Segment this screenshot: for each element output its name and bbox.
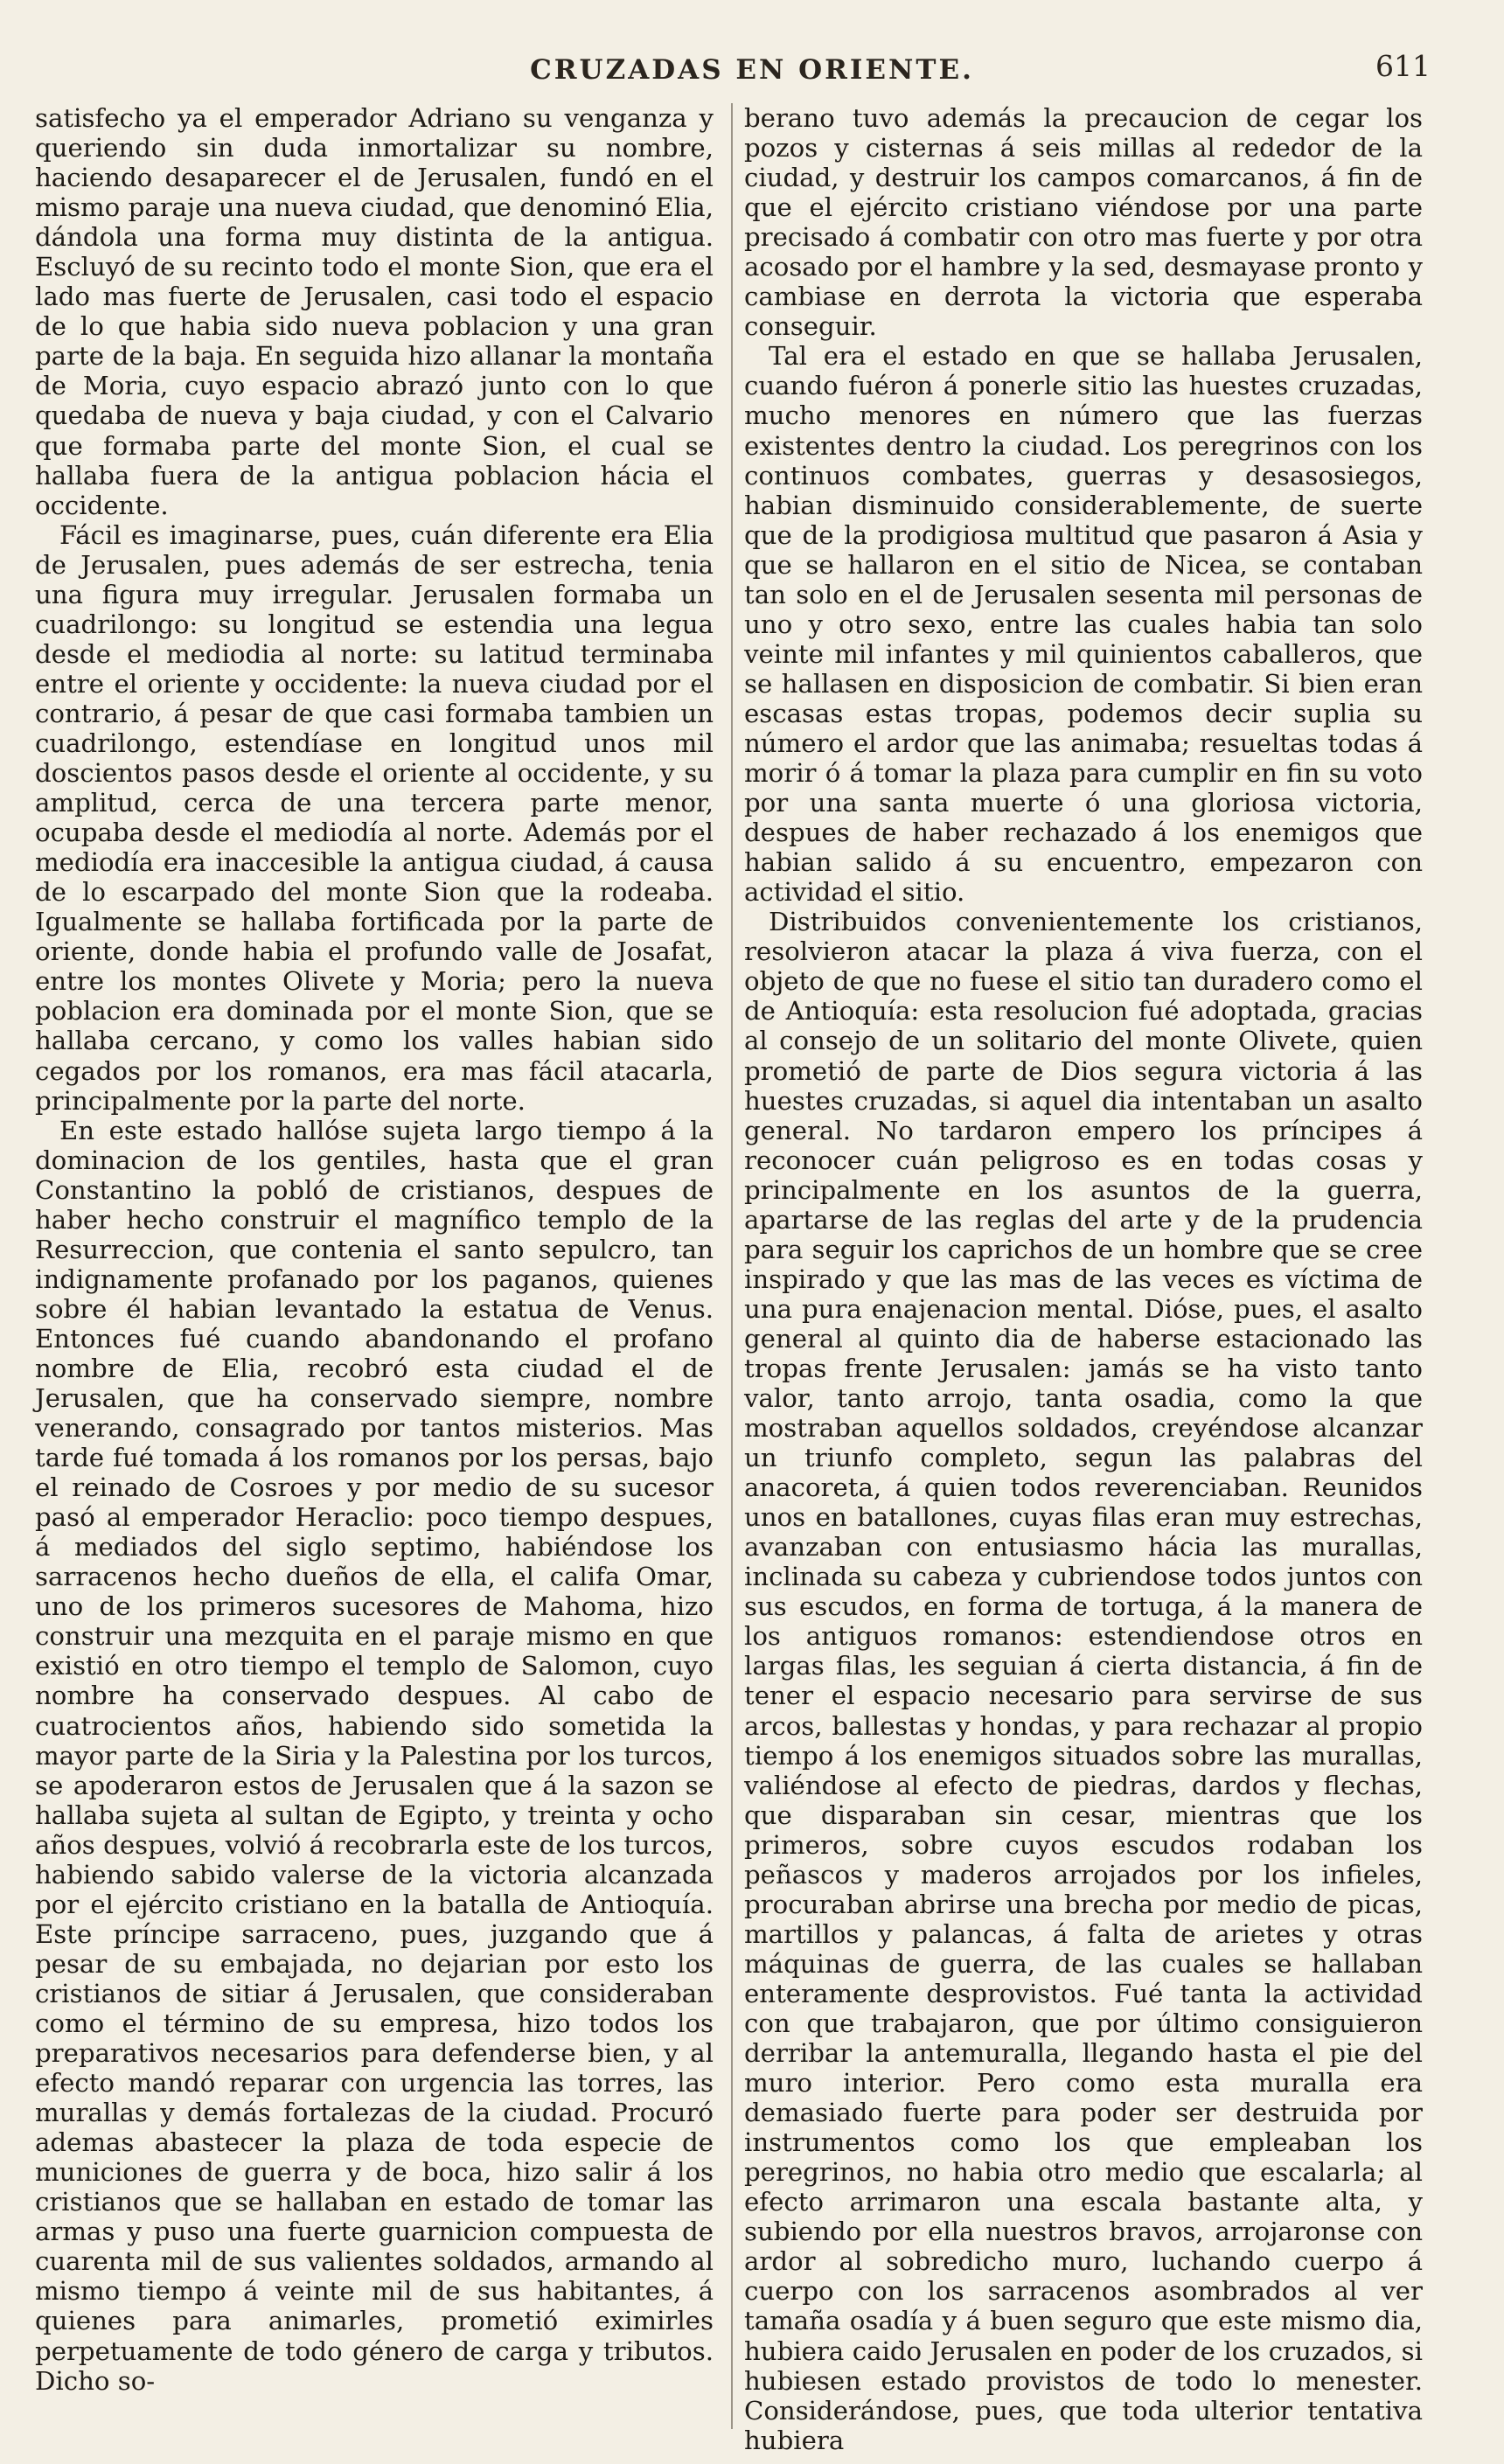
text-column-left (35, 103, 714, 2396)
running-header-title: CRUZADAS EN ORIENTE. (530, 54, 974, 86)
paragraph: Tal era el estado en que se hallaba Jerusalen, cuando fuéron á ponerle sitio las huestes cruzadas, mucho menores en número que las fuerzas existentes dentro la ciudad. Los peregrinos con los continuos combates, guerras y desasosiegos, habian disminuido considerablemente, de suerte que de la prodigiosa multitud que pasaron á Asia y que se hallaron en el sitio de Nicea, se contaban tan solo en el de Jerusalen sesenta mil personas de uno y otro sexo, entre las cuales habia tan solo veinte mil infantes y mil quinientos caballeros, que se hallasen en disposicion de combatir. Si bien eran escasas estas tropas, podemos decir suplia su número el ardor que las animaba; resueltas todas á morir ó á tomar la plaza para cumplir en fin su voto por una santa muerte ó una gloriosa victoria, despues de haber rechazado á los enemigos que habian salido á su encuentro, empezaron con actividad el sitio. (744, 341, 1423, 908)
paragraph: satisfecho ya el emperador Adriano su venganza y queriendo sin duda inmortalizar su nombre, haciendo desaparecer el de Jerusalen, fundó en el mismo paraje una nueva ciudad, que denominó Elia, dándola una forma muy distinta de la antigua. Escluyó de su recinto todo el monte Sion, que era el lado mas fuerte de Jerusalen, casi todo el espacio de lo que habia sido nueva poblacion y una gran parte de la baja. En seguida hizo allanar la montaña de Moria, cuyo espacio abrazó junto con lo que quedaba de nueva y baja ciudad, y con el Calvario que formaba parte del monte Sion, el cual se hallaba fuera de la antigua poblacion hácia el occidente. (35, 103, 714, 520)
paragraph: Distribuidos convenientemente los cristianos, resolvieron atacar la plaza á viva fuerza, con el objeto de que no fuese el sitio tan duradero como el de Antioquía: esta resolucion fué adoptada, gracias al consejo de un solitario del monte Olivete, quien prometió de parte de Dios segura victoria á las huestes cruzadas, si aquel dia intentaban un asalto general. No tardaron empero los príncipes á reconocer cuán peligroso es en todas cosas y principalmente en los asuntos de la guerra, apartarse de las reglas del arte y de la prudencia para seguir los caprichos de un hombre que se cree inspirado y que las mas de las veces es víctima de una pura enajenacion mental. Dióse, pues, el asalto general al quinto dia de haberse estacionado las tropas frente Jerusalen: jamás se ha visto tanto valor, tanto arrojo, tanta osadia, como la que mostraban aquellos soldados, creyéndose alcanzar un triunfo completo, segun las palabras del anacoreta, á quien todos reverenciaban. Reunidos unos en batallones, cuyas filas eran muy estrechas, avanzaban con entusiasmo hácia las murallas, inclinada su cabeza y cubriendose todos juntos con sus escudos, en forma de tortuga, á la manera de los antiguos romanos: estendiendose otros en largas filas, les seguian á cierta distancia, á fin de tener el espacio necesario para servirse de sus arcos, ballestas y hondas, y para rechazar al propio tiempo á los enemigos situados sobre las murallas, valiéndose al efecto de piedras, dardos y flechas, que disparaban sin cesar, mientras que los primeros, sobre cuyos escudos rodaban los peñascos y maderos arrojados por los infieles, procuraban abrirse una brecha por medio de picas, martillos y palancas, á falta de arietes y otras máquinas de guerra, de las cuales se hallaban enteramente desprovistos. Fué tanta la actividad con que trabajaron, que por último consiguieron derribar la antemuralla, llegando hasta el pie del muro interior. Pero como esta muralla era demasiado fuerte para poder ser destruida por instrumentos como los que empleaban los peregrinos, no habia otro medio que escalarla; al efecto arrimaron una escala bastante alta, y subiendo por ella nuestros bravos, arrojaronse con ardor al sobredicho muro, luchando cuerpo á cuerpo con los sarracenos asombrados al ver tamaña osadía y á buen seguro que este mismo dia, hubiera caido Jerusalen en poder de los cruzados, si hubiesen estado provistos de todo lo menester. Considerándose, pues, que toda ulterior tentativa hubiera (744, 907, 1423, 2455)
paragraph: berano tuvo además la precaucion de cegar los pozos y cisternas á seis millas al rededor de la ciudad, y destruir los campos comarcanos, á fin de que el ejército cristiano viéndose por una parte precisado á combatir con otro mas fuerte y por otra acosado por el hambre y la sed, desmayase pronto y cambiase en derrota la victoria que esperaba conseguir. (744, 103, 1423, 342)
column-divider (731, 103, 733, 2429)
paragraph: En este estado hallóse sujeta largo tiempo á la dominacion de los gentiles, hasta que el gran Constantino la pobló de cristianos, despues de haber hecho construir el magnífico templo de la Resurreccion, que contenia el santo sepulcro, tan indignamente profanado por los paganos, quienes sobre él habian levantado la estatua de Venus. Entonces fué cuando abandonando el profano nombre de Elia, recobró esta ciudad el de Jerusalen, que ha conservado siempre, nombre venerando, consagrado por tantos misterios. Mas tarde fué tomada á los romanos por los persas, bajo el reinado de Cosroes y por medio de su sucesor pasó al emperador Heraclio: poco tiempo despues, á mediados del siglo septimo, habiéndose los sarracenos hecho dueños de ella, el califa Omar, uno de los primeros sucesores de Mahoma, hizo construir una mezquita en el paraje mismo en que existió en otro tiempo el templo de Salomon, cuyo nombre ha conservado despues. Al cabo de cuatrocientos años, habiendo sido sometida la mayor parte de la Siria y la Palestina por los turcos, se apoderaron estos de Jerusalen que á la sazon se hallaba sujeta al sultan de Egipto, y treinta y ocho años despues, volvió á recobrarla este de los turcos, habiendo sabido valerse de la victoria alcanzada por el ejército cristiano en la batalla de Antioquía. Este príncipe sarraceno, pues, juzgando que á pesar de su embajada, no dejarian por esto los cristianos de sitiar á Jerusalen, que consideraban como el término de su empresa, hizo todos los preparativos necesarios para defenderse bien, y al efecto mandó reparar con urgencia las torres, las murallas y demás fortalezas de la ciudad. Procuró ademas abastecer la plaza de toda especie de municiones de guerra y de boca, hizo salir á los cristianos que se hallaban en estado de tomar las armas y puso una fuerte guarnicion compuesta de cuarenta mil de sus valientes soldados, armando al mismo tiempo á veinte mil de sus habitantes, á quienes para animarles, prometió eximirles perpetuamente de todo género de carga y tributos. Dicho so- (35, 1115, 714, 2396)
page-number: 611 (1375, 49, 1431, 83)
paragraph: Fácil es imaginarse, pues, cuán diferente era Elia de Jerusalen, pues además de ser estrecha, tenia una figura muy irregular. Jerusalen formaba un cuadrilongo: su longitud se estendia una legua desde el mediodia al norte: su latitud terminaba entre el oriente y occidente: la nueva ciudad por el contrario, á pesar de que casi formaba tambien un cuadrilongo, estendíase en longitud unos mil doscientos pasos desde el oriente al occidente, y su amplitud, cerca de una tercera parte menor, ocupaba desde el mediodía al norte. Además por el mediodía era inaccesible la antigua ciudad, á causa de lo escarpado del monte Sion que la rodeaba. Igualmente se hallaba fortificada por la parte de oriente, donde habia el profundo valle de Josafat, entre los montes Olivete y Moria; pero la nueva poblacion era dominada por el monte Sion, que se hallaba cercano, y como los valles habian sido cegados por los romanos, era mas fácil atacarla, principalmente por la parte del norte. (35, 519, 714, 1116)
text-column-right (744, 103, 1423, 2455)
